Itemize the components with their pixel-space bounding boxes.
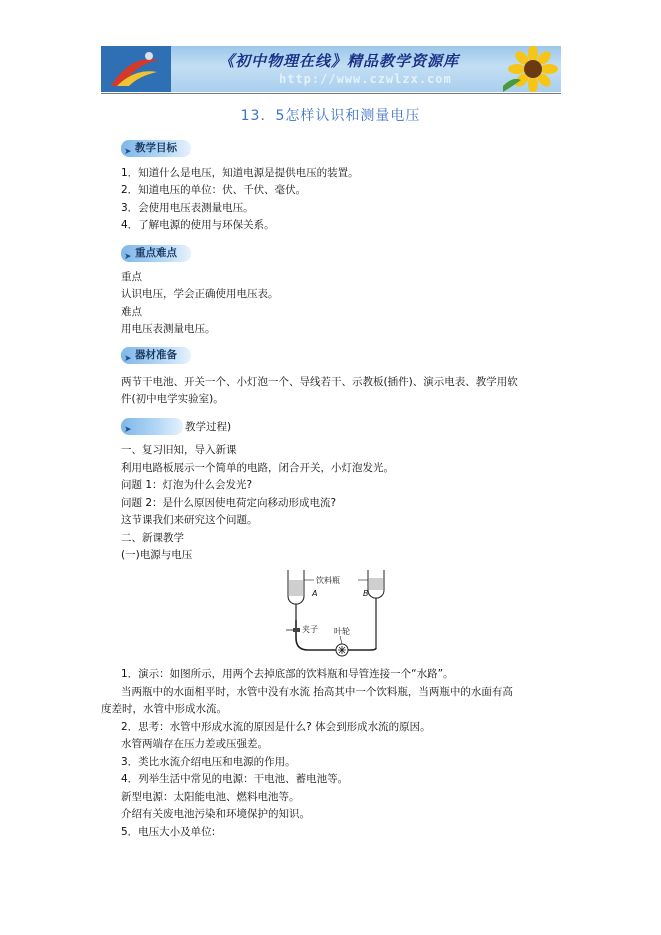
- list-item: 4．了解电源的使用与环保关系。: [121, 219, 275, 231]
- materials-line: 件(初中电学实验室)。: [121, 393, 224, 405]
- body-line: 度差时，水管中形成水流。: [101, 703, 227, 715]
- logo: [101, 46, 171, 92]
- difficulty-text: 用电压表测量电压。: [121, 323, 216, 335]
- list-item: 2．知道电压的单位：伏、千伏、毫伏。: [121, 184, 307, 196]
- arrow-icon: ➤: [124, 425, 132, 435]
- process-line: 问题 2：是什么原因使电荷定向移动形成电流?: [121, 497, 337, 509]
- difficulty-heading: 难点: [121, 306, 142, 318]
- water-circuit-figure: [280, 566, 398, 662]
- clip-icon: [293, 628, 300, 632]
- section-badge-key-points: [121, 245, 191, 262]
- materials-line: 两节干电池、开关一个、小灯泡一个、导线若干、示教板(插件)、演示电表、教学用软: [121, 376, 518, 388]
- section-badge-process: [121, 418, 183, 435]
- body-line: 5．电压大小及单位:: [121, 826, 216, 838]
- label-b: B: [363, 589, 369, 598]
- left-bottle: [288, 570, 304, 620]
- arrow-icon: ➤: [124, 354, 132, 364]
- section-label: 教学目标: [135, 142, 177, 154]
- body-line: 3．类比水流介绍电压和电源的作用。: [121, 756, 296, 768]
- clip-label: 夹子: [302, 625, 318, 634]
- section-badge-materials: [121, 347, 191, 364]
- sunflower-icon: [503, 46, 561, 92]
- process-line: 利用电路板展示一个简单的电路，闭合开关，小灯泡发光。: [121, 462, 394, 474]
- process-line: 这节课我们来研究这个问题。: [121, 514, 258, 526]
- section-badge-objectives: [121, 140, 191, 157]
- section-label: 重点难点: [135, 247, 177, 259]
- logo-icon: [101, 46, 171, 92]
- body-line: 当两瓶中的水面相平时，水管中没有水流 抬高其中一个饮料瓶，当两瓶中的水面有高: [121, 686, 513, 698]
- list-item: 3．会使用电压表测量电压。: [121, 202, 254, 214]
- process-line: 问题 1：灯泡为什么会发光?: [121, 479, 253, 491]
- arrow-icon: ➤: [124, 147, 132, 157]
- banner-url: http://www.czwlzx.com: [279, 72, 452, 86]
- header-banner: [101, 46, 561, 92]
- body-line: 新型电源：太阳能电池、燃料电池等。: [121, 791, 300, 803]
- arrow-icon: ➤: [124, 252, 132, 262]
- banner-title: 《初中物理在线》精品教学资源库: [219, 52, 460, 70]
- body-line: 介绍有关废电池污染和环境保护的知识。: [121, 808, 310, 820]
- process-line: (一)电源与电压: [121, 549, 193, 561]
- body-line: 水管两端存在压力差或压强差。: [121, 738, 268, 750]
- bottle-label: 饮料瓶: [316, 576, 340, 585]
- list-item: 1．知道什么是电压，知道电源是提供电压的装置。: [121, 167, 359, 179]
- label-a: A: [312, 589, 318, 598]
- process-line: 二、新课教学: [121, 532, 184, 544]
- body-line: 4．列举生活中常见的电源：干电池、蓄电池等。: [121, 773, 349, 785]
- section-label-process: 教学过程): [185, 421, 232, 433]
- wheel-label: 叶轮: [334, 627, 350, 636]
- key-point-heading: 重点: [121, 271, 142, 283]
- header-divider: [101, 93, 561, 94]
- right-bottle: [368, 570, 384, 648]
- body-line: 1．演示：如图所示，用两个去掉底部的饮料瓶和导管连接一个“水路”。: [121, 668, 454, 680]
- page-title: 13．5怎样认识和测量电压: [240, 108, 421, 124]
- body-line: 2．思考：水管中形成水流的原因是什么? 体会到形成水流的原因。: [121, 721, 431, 733]
- section-label: 器材准备: [135, 349, 177, 361]
- process-line: 一、复习旧知，导入新课: [121, 444, 237, 456]
- key-point-text: 认识电压，学会正确使用电压表。: [121, 288, 279, 300]
